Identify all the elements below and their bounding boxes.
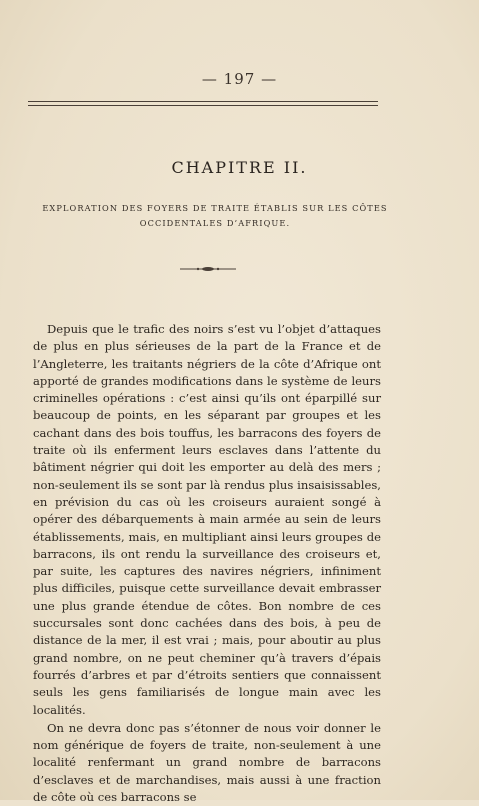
header-rule (28, 101, 378, 106)
chapter-subtitle-line-2: OCCIDENTALES D’AFRIQUE. (139, 218, 291, 228)
chapter-subtitle-line-1: EXPLORATION DES FOYERS DE TRAITE ÉTABLIS SUR LES CÔTES (42, 203, 388, 213)
body-text (33, 321, 381, 806)
paragraph: On ne devra donc pas s’étonner de nous voir donner le nom générique de foyers de traite, non-seulement à une localité renfermant un grand nombre de barracons d’esclaves et de marchandises, mais aussi à une fraction de côte où ces barracons se (33, 720, 381, 805)
ornament-divider (178, 265, 238, 273)
page-number: — 197 — (201, 70, 278, 88)
paragraph: Depuis que le trafic des noirs s’est vu l’objet d’attaques de plus en plus sérieuses de la part de la France et de l’Angleterre, les traitants négriers de la côte d’Afrique ont apporté de grandes modifications dans le système de leurs criminelles opérations : c’est ainsi qu’ils ont éparpillé sur beaucoup de points, en les séparant par groupes et les cachant dans des bois touffus, les barracons des foyers de traite où ils enferment leurs esclaves dans l’attente du bâtiment négrier qui doit les emporter au delà des mers ; non-seulement ils se sont par là rendus plus insaisissables, en prévision du cas où les croiseurs auraient songé à opérer des débarquements à main armée au sein de leurs établissements, mais, en multipliant ainsi leurs groupes de barracons, ils ont rendu la surveillance des croiseurs et, par suite, les captures des navires négriers, infiniment plus difficiles, puisque cette surveillance devait embrasser une plus grande étendue de côtes. Bon nombre de ces succursales sont donc cachées dans des bois, à peu de distance de la mer, il est vrai ; mais, pour aboutir au plus grand nombre, on ne peut cheminer qu’à travers d’épais fourrés d’arbres et par d’étroits sentiers que connaissent seuls les gens familiarisés de longue main avec les localités. (33, 322, 381, 717)
chapter-title: CHAPITRE II. (171, 158, 308, 177)
chapter-subtitle (30, 201, 400, 231)
